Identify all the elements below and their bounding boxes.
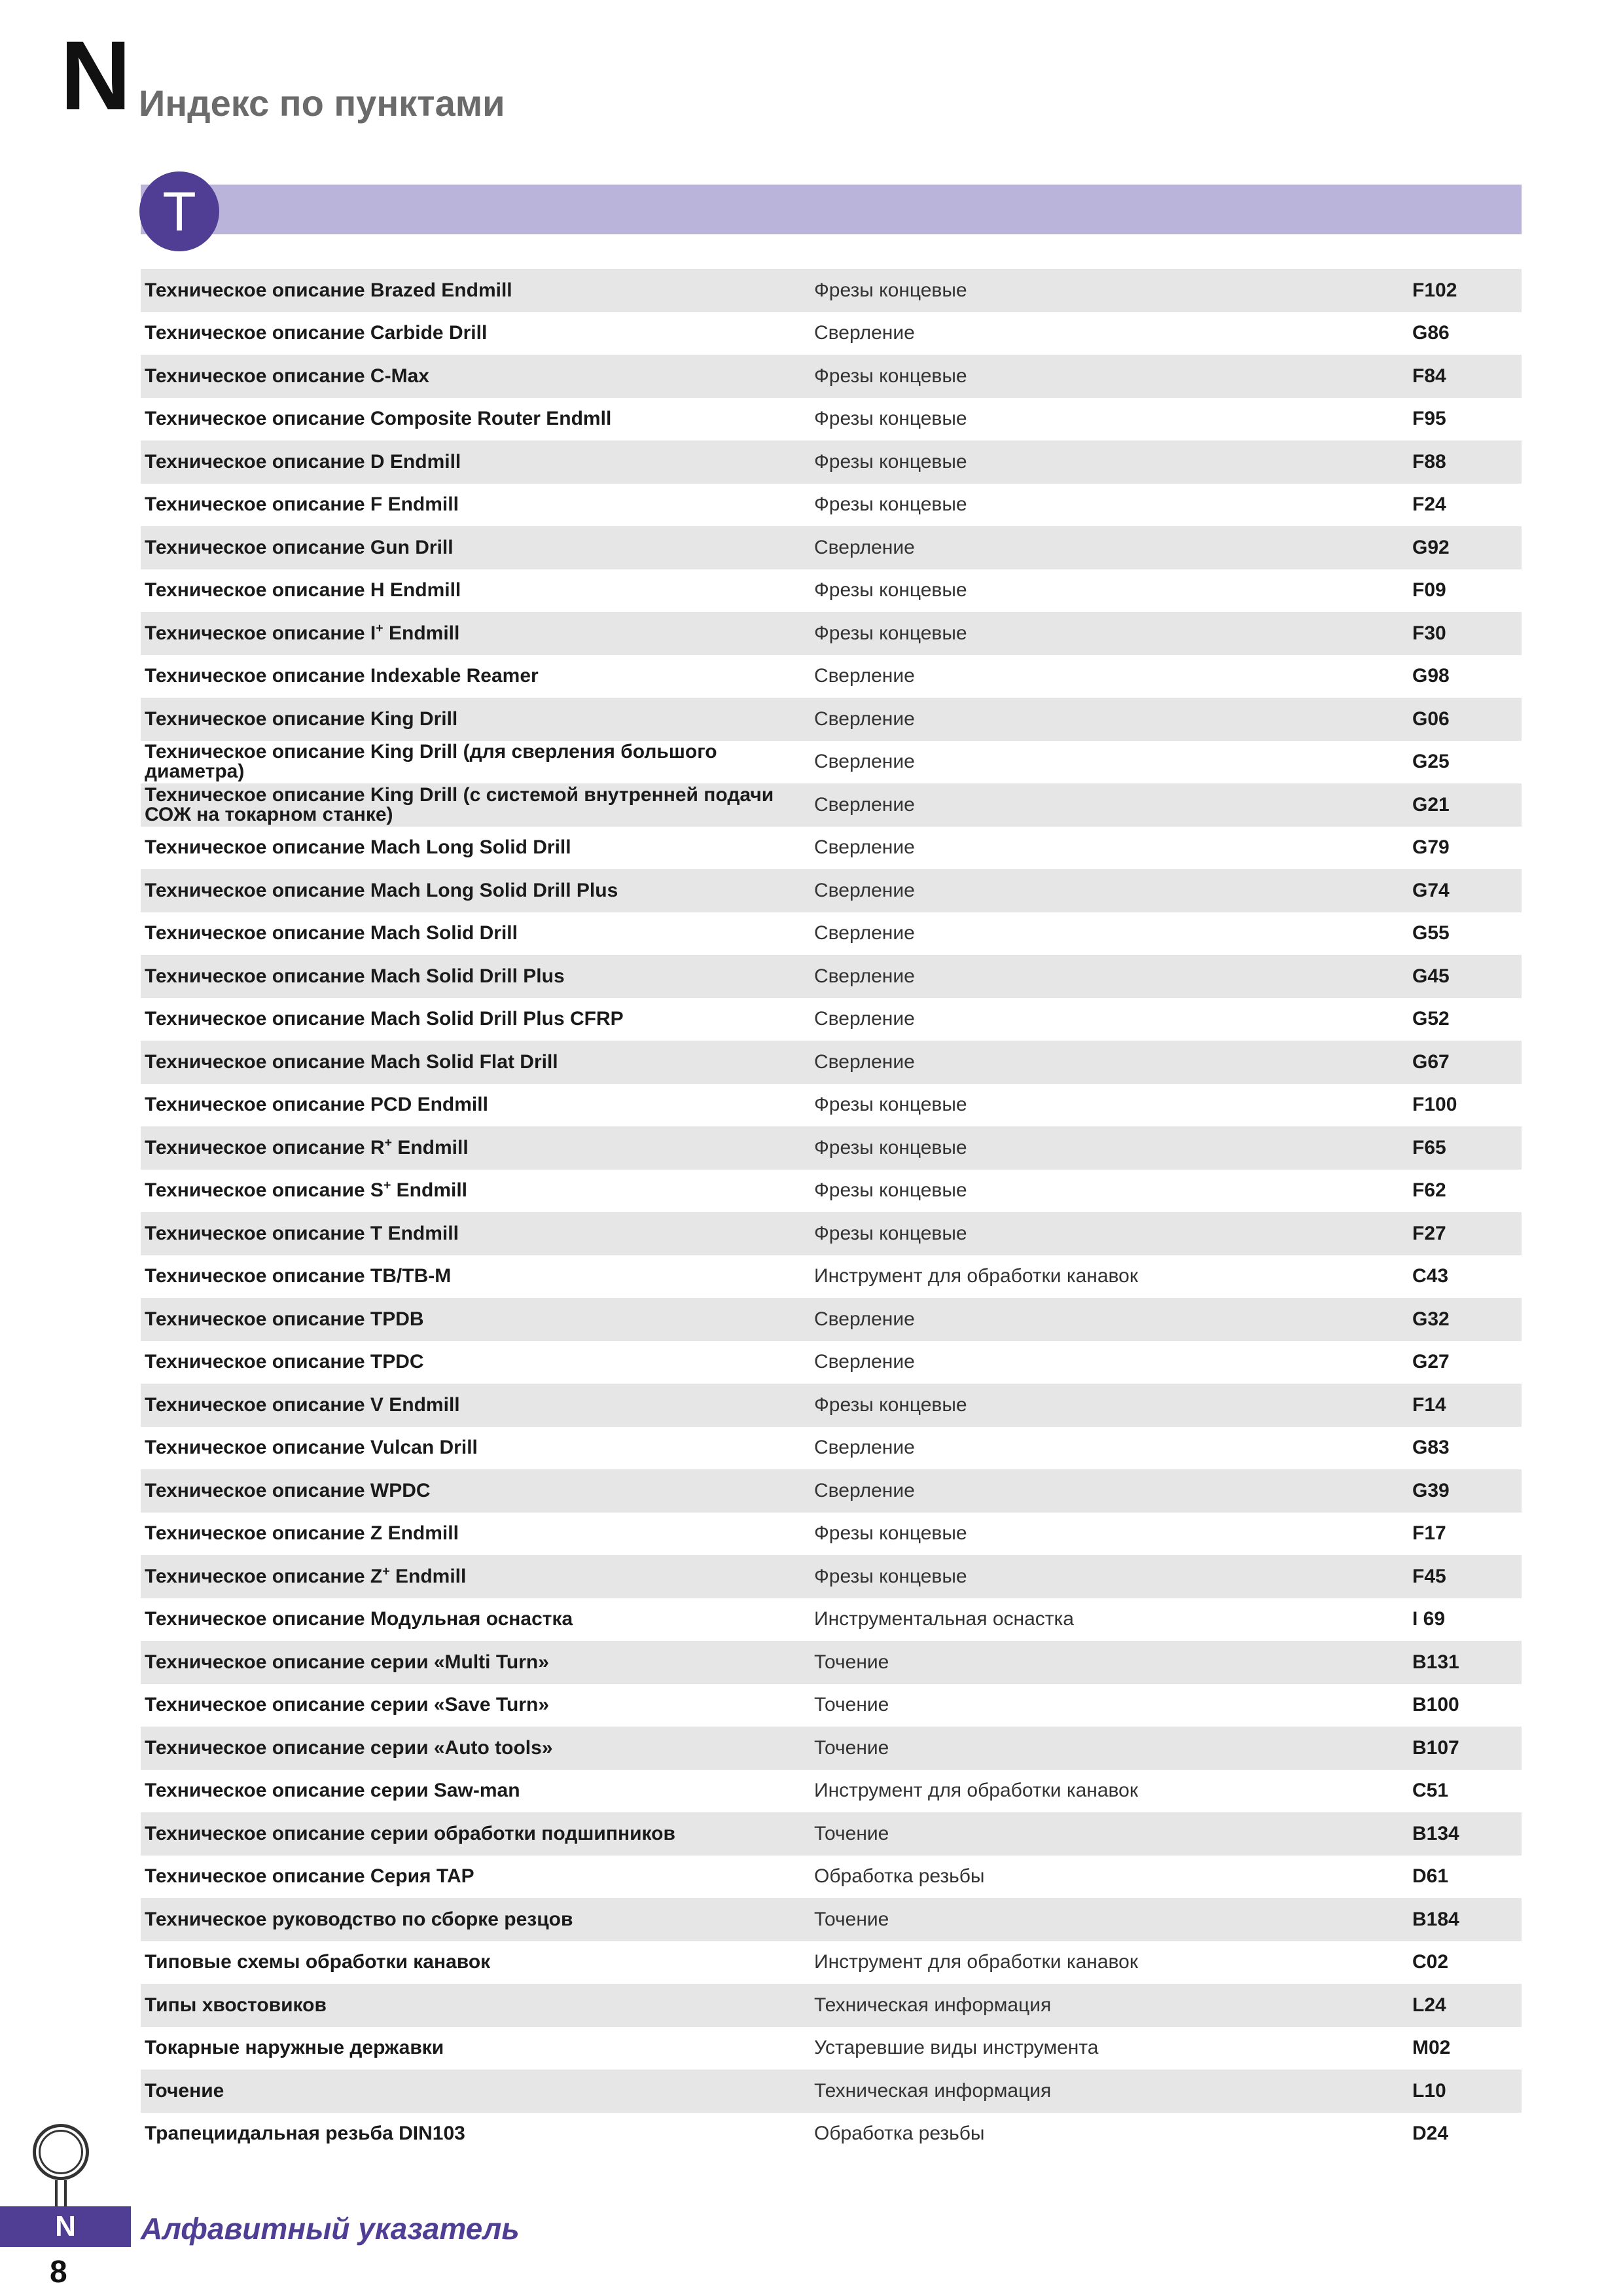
entry-category: Точение	[814, 1908, 889, 1930]
entry-category: Сверление	[814, 965, 915, 987]
entry-page-ref: G79	[1412, 836, 1450, 859]
entry-name: Техническое описание Indexable Reamer	[145, 665, 539, 687]
entry-page-ref: F24	[1412, 493, 1446, 516]
entry-page-ref: G55	[1412, 922, 1450, 944]
table-row	[141, 1041, 1522, 1084]
table-row	[141, 1341, 1522, 1384]
entry-page-ref: B134	[1412, 1822, 1459, 1844]
footer-title: Алфавитный указатель	[141, 2212, 520, 2246]
entry-page-ref: F102	[1412, 279, 1457, 301]
entry-page-ref: G67	[1412, 1050, 1450, 1073]
entry-category: Фрезы концевые	[814, 279, 967, 301]
entry-category: Фрезы концевые	[814, 1522, 967, 1545]
table-row	[141, 1255, 1522, 1299]
table-row	[141, 398, 1522, 441]
entry-page-ref: B100	[1412, 1694, 1459, 1716]
entry-page-ref: I 69	[1412, 1608, 1446, 1630]
entry-category: Сверление	[814, 1050, 915, 1073]
entry-page-ref: G39	[1412, 1479, 1450, 1501]
entry-page-ref: F17	[1412, 1522, 1446, 1545]
entry-name: Трапециидальная резьба DIN103	[145, 2123, 465, 2145]
table-row	[141, 698, 1522, 741]
entry-page-ref: B131	[1412, 1651, 1459, 1673]
table-row	[141, 1727, 1522, 1770]
table-row	[141, 998, 1522, 1041]
table-row	[141, 355, 1522, 398]
entry-name: Техническое описание Z Endmill	[145, 1522, 459, 1545]
entry-name: Техническое описание TPDB	[145, 1308, 424, 1330]
entry-name: Типовые схемы обработки канавок	[145, 1951, 491, 1973]
section-letter-badge: T	[139, 171, 219, 251]
entry-category: Фрезы концевые	[814, 1136, 967, 1158]
entry-category: Сверление	[814, 879, 915, 901]
entry-category: Точение	[814, 1651, 889, 1673]
entry-page-ref: B184	[1412, 1908, 1459, 1930]
entry-category: Фрезы концевые	[814, 1393, 967, 1416]
table-row	[141, 612, 1522, 655]
entry-name: Техническое описание Brazed Endmill	[145, 279, 512, 301]
entry-page-ref: F88	[1412, 450, 1446, 473]
section-header-bar	[141, 185, 1522, 234]
table-row	[141, 269, 1522, 312]
table-row	[141, 741, 1522, 784]
entry-name: Техническое описание Серия TAP	[145, 1865, 474, 1888]
entry-name: Техническое описание TB/TB-M	[145, 1265, 452, 1287]
entry-category: Сверление	[814, 836, 915, 859]
entry-name: Техническое описание серии «Multi Turn»	[145, 1651, 549, 1673]
entry-name: Техническое описание I+ Endmill	[145, 620, 460, 644]
table-row	[141, 2027, 1522, 2070]
entry-name: Техническое описание серии обработки подшипников	[145, 1822, 675, 1844]
table-row	[141, 1427, 1522, 1470]
footer-chapter-tab: N	[0, 2206, 131, 2247]
entry-page-ref: D24	[1412, 2123, 1449, 2145]
table-row	[141, 2070, 1522, 2113]
entry-name: Техническое описание D Endmill	[145, 450, 461, 473]
entry-name: Техническое описание Mach Solid Drill	[145, 922, 518, 944]
table-row	[141, 1684, 1522, 1727]
entry-category: Инструмент для обработки канавок	[814, 1780, 1138, 1802]
table-row	[141, 1555, 1522, 1598]
entry-name: Техническое описание Gun Drill	[145, 536, 454, 558]
entry-page-ref: F95	[1412, 408, 1446, 430]
entry-name: Техническое описание King Drill (с системой внутренней подачи СОЖ на токарном станке)	[145, 783, 774, 825]
entry-page-ref: G92	[1412, 536, 1450, 558]
table-row	[141, 955, 1522, 998]
entry-page-ref: F45	[1412, 1565, 1446, 1587]
entry-name: Техническое описание Mach Solid Flat Drill	[145, 1050, 558, 1073]
index-table	[141, 269, 1522, 2155]
table-row	[141, 484, 1522, 527]
entry-category: Фрезы концевые	[814, 1565, 967, 1587]
table-row	[141, 1856, 1522, 1899]
entry-category: Фрезы концевые	[814, 1179, 967, 1202]
entry-page-ref: F100	[1412, 1094, 1457, 1116]
entry-page-ref: F09	[1412, 579, 1446, 601]
table-row	[141, 1898, 1522, 1941]
entry-page-ref: F84	[1412, 365, 1446, 387]
entry-category: Сверление	[814, 1308, 915, 1330]
entry-category: Фрезы концевые	[814, 450, 967, 473]
table-row	[141, 1984, 1522, 2027]
entry-category: Точение	[814, 1822, 889, 1844]
entry-name: Техническое описание WPDC	[145, 1479, 431, 1501]
entry-name: Техническое описание King Drill	[145, 708, 458, 730]
entry-category: Сверление	[814, 665, 915, 687]
entry-name: Техническое описание серии «Save Turn»	[145, 1694, 550, 1716]
page-title: Индекс по пунктами	[139, 82, 505, 124]
entry-name: Техническое описание R+ Endmill	[145, 1135, 469, 1158]
table-row	[141, 1812, 1522, 1856]
entry-name: Техническое описание Mach Solid Drill Plus	[145, 965, 565, 987]
entry-name: Техническое описание PCD Endmill	[145, 1094, 488, 1116]
entry-page-ref: G45	[1412, 965, 1450, 987]
chapter-letter: N	[60, 20, 132, 130]
entry-page-ref: B107	[1412, 1736, 1459, 1759]
table-row	[141, 1212, 1522, 1255]
table-row	[141, 783, 1522, 827]
table-row	[141, 2113, 1522, 2156]
entry-page-ref: G98	[1412, 665, 1450, 687]
entry-category: Техническая информация	[814, 2079, 1052, 2102]
entry-category: Сверление	[814, 708, 915, 730]
table-row	[141, 1126, 1522, 1170]
entry-category: Точение	[814, 1736, 889, 1759]
entry-name: Техническое описание Composite Router Endmll	[145, 408, 612, 430]
entry-page-ref: G32	[1412, 1308, 1450, 1330]
entry-name: Техническое описание Z+ Endmill	[145, 1564, 467, 1587]
entry-category: Сверление	[814, 793, 915, 816]
entry-category: Фрезы концевые	[814, 1094, 967, 1116]
entry-name: Техническое описание C-Max	[145, 365, 429, 387]
entry-name: Техническое описание H Endmill	[145, 579, 461, 601]
entry-name: Техническое описание Mach Solid Drill Plus CFRP	[145, 1008, 624, 1030]
entry-page-ref: G25	[1412, 751, 1450, 773]
entry-category: Сверление	[814, 1008, 915, 1030]
page-number: 8	[50, 2255, 67, 2289]
entry-category: Инструментальная оснастка	[814, 1608, 1074, 1630]
table-row	[141, 569, 1522, 613]
entry-page-ref: G21	[1412, 793, 1450, 816]
table-row	[141, 1298, 1522, 1341]
entry-page-ref: G86	[1412, 322, 1450, 344]
entry-category: Фрезы концевые	[814, 408, 967, 430]
entry-name: Точение	[145, 2079, 224, 2102]
entry-name: Техническое описание V Endmill	[145, 1393, 460, 1416]
entry-name: Техническое описание Модульная оснастка	[145, 1608, 573, 1630]
entry-page-ref: C51	[1412, 1780, 1449, 1802]
entry-category: Сверление	[814, 1351, 915, 1373]
entry-category: Обработка резьбы	[814, 2123, 985, 2145]
table-row	[141, 440, 1522, 484]
table-row	[141, 1170, 1522, 1213]
entry-category: Точение	[814, 1694, 889, 1716]
entry-page-ref: F65	[1412, 1136, 1446, 1158]
entry-category: Фрезы концевые	[814, 493, 967, 516]
entry-category: Сверление	[814, 536, 915, 558]
entry-page-ref: G52	[1412, 1008, 1450, 1030]
entry-name: Техническое описание F Endmill	[145, 493, 459, 516]
entry-page-ref: L10	[1412, 2079, 1446, 2102]
entry-category: Инструмент для обработки канавок	[814, 1951, 1138, 1973]
entry-category: Сверление	[814, 1437, 915, 1459]
table-row	[141, 655, 1522, 698]
entry-page-ref: L24	[1412, 1994, 1446, 2016]
table-row	[141, 1941, 1522, 1984]
entry-category: Техническая информация	[814, 1994, 1052, 2016]
entry-category: Сверление	[814, 922, 915, 944]
entry-name: Техническое описание Mach Long Solid Drill	[145, 836, 571, 859]
entry-name: Техническое описание TPDC	[145, 1351, 424, 1373]
entry-category: Фрезы концевые	[814, 365, 967, 387]
entry-name: Техническое описание T Endmill	[145, 1222, 459, 1244]
table-row	[141, 869, 1522, 912]
entry-page-ref: G06	[1412, 708, 1450, 730]
entry-page-ref: G83	[1412, 1437, 1450, 1459]
entry-category: Сверление	[814, 751, 915, 773]
entry-page-ref: D61	[1412, 1865, 1449, 1888]
table-row	[141, 827, 1522, 870]
entry-category: Фрезы концевые	[814, 579, 967, 601]
table-row	[141, 312, 1522, 355]
entry-category: Устаревшие виды инструмента	[814, 2037, 1099, 2059]
entry-page-ref: F62	[1412, 1179, 1446, 1202]
entry-name: Техническое описание серии Saw-man	[145, 1780, 520, 1802]
table-row	[141, 526, 1522, 569]
entry-page-ref: F30	[1412, 622, 1446, 644]
entry-page-ref: C43	[1412, 1265, 1449, 1287]
entry-name: Техническое руководство по сборке резцов	[145, 1908, 573, 1930]
table-row	[141, 1084, 1522, 1127]
entry-category: Фрезы концевые	[814, 1222, 967, 1244]
table-row	[141, 1641, 1522, 1684]
entry-name: Техническое описание Vulcan Drill	[145, 1437, 478, 1459]
entry-name: Типы хвостовиков	[145, 1994, 327, 2016]
ring-icon-inner	[39, 2130, 83, 2174]
entry-category: Сверление	[814, 1479, 915, 1501]
entry-page-ref: F27	[1412, 1222, 1446, 1244]
table-row	[141, 1770, 1522, 1813]
entry-name: Техническое описание S+ Endmill	[145, 1178, 468, 1202]
table-row	[141, 1598, 1522, 1641]
entry-page-ref: F14	[1412, 1393, 1446, 1416]
entry-category: Сверление	[814, 322, 915, 344]
entry-page-ref: G27	[1412, 1351, 1450, 1373]
entry-category: Инструмент для обработки канавок	[814, 1265, 1138, 1287]
entry-name: Техническое описание серии «Auto tools»	[145, 1736, 553, 1759]
entry-name: Техническое описание King Drill (для сверления большого диаметра)	[145, 741, 717, 783]
ring-icon-stem	[55, 2180, 67, 2206]
table-row	[141, 912, 1522, 956]
entry-page-ref: G74	[1412, 879, 1450, 901]
table-row	[141, 1513, 1522, 1556]
entry-name: Токарные наружные державки	[145, 2037, 444, 2059]
entry-name: Техническое описание Carbide Drill	[145, 322, 488, 344]
entry-page-ref: C02	[1412, 1951, 1449, 1973]
table-row	[141, 1469, 1522, 1513]
entry-name: Техническое описание Mach Long Solid Drill Plus	[145, 879, 618, 901]
entry-category: Фрезы концевые	[814, 622, 967, 644]
table-row	[141, 1384, 1522, 1427]
entry-category: Обработка резьбы	[814, 1865, 985, 1888]
entry-page-ref: M02	[1412, 2037, 1451, 2059]
